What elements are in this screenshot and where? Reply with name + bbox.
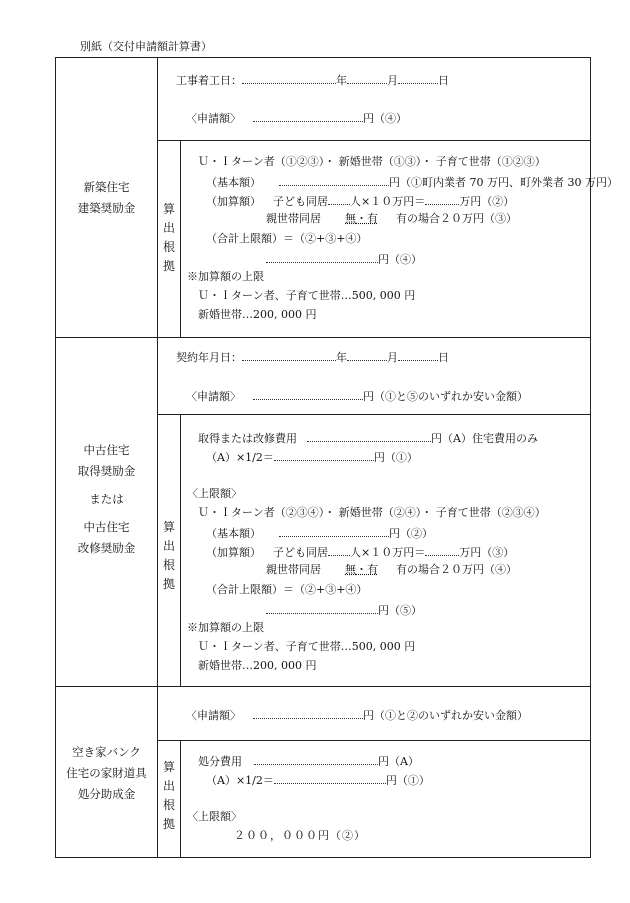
basis-vertical-label <box>162 200 176 276</box>
page-title: 別紙（交付申請額計算書） <box>80 40 212 53</box>
none-option[interactable]: 無 <box>345 563 356 576</box>
cost-field[interactable] <box>254 754 378 765</box>
subrow-divider-2 <box>157 414 591 415</box>
add-label: （加算額） <box>206 195 261 208</box>
vertical-char: 出 <box>162 221 175 235</box>
child-suffix: 万円（③） <box>459 546 515 559</box>
total-limit-line <box>266 252 422 265</box>
child-text: 子ども同居 <box>273 546 328 559</box>
section-label-line: 処分助成金 <box>77 787 136 801</box>
total-limit-label: （合計上限額）＝（②+③+④） <box>206 583 368 596</box>
total-limit-field[interactable] <box>266 252 378 263</box>
basis-vertical-label <box>162 758 176 834</box>
day-label: 日 <box>438 74 449 87</box>
base-amount-line <box>206 526 433 539</box>
cost-label: 取得または改修費用 <box>198 432 297 445</box>
section-label-line <box>56 482 157 489</box>
child-amount-field[interactable] <box>425 545 459 556</box>
apply-amount <box>186 389 528 402</box>
subrow-divider-1 <box>157 140 591 141</box>
label-column-divider <box>157 57 158 858</box>
vertical-char: 拠 <box>162 259 175 273</box>
half-label: （A）×1/2＝ <box>206 451 274 464</box>
cost-field[interactable] <box>307 431 431 442</box>
add-label: （加算額） <box>206 546 261 559</box>
vertical-char: 算 <box>162 760 175 774</box>
vertical-char: 拠 <box>162 577 175 591</box>
child-count-field[interactable] <box>328 545 350 556</box>
limit-value: ２００，０００円（②） <box>234 829 366 842</box>
parent-note: 有の場合２０万円（③） <box>396 212 517 225</box>
day-label: 日 <box>438 351 449 364</box>
month-label: 月 <box>387 74 398 87</box>
section-label-line: 改修奨励金 <box>77 541 136 555</box>
total-limit-field[interactable] <box>266 603 378 614</box>
cost-line <box>198 431 538 444</box>
subrow-divider-3 <box>157 740 591 741</box>
child-mult: 人×１０万円＝ <box>350 195 426 208</box>
section-label-line: 取得奨励金 <box>77 464 136 478</box>
vertical-char: 算 <box>162 520 175 534</box>
section-label-line: 中古住宅 <box>83 443 130 457</box>
limit-heading: 〈上限額〉 <box>187 487 242 500</box>
base-suffix: 円（①町内業者 70 万円、町外業者 30 万円） <box>389 176 618 189</box>
child-suffix: 万円（②） <box>459 195 515 208</box>
categories-line: Ｕ・Ｉターン者（①②③）・ 新婚世帯（①③）・ 子育て世帯（①②③） <box>198 155 546 168</box>
half-label: （A）×1/2＝ <box>206 774 274 787</box>
added-amount-line <box>206 194 514 207</box>
child-text: 子ども同居 <box>273 195 328 208</box>
apply-amount <box>186 111 407 124</box>
half-suffix: 円（①） <box>385 774 430 787</box>
categories-line: Ｕ・Ｉターン者（②③④）・ 新婚世帯（②④）・ 子育て世帯（②③④） <box>198 506 546 519</box>
year-label: 年 <box>336 351 347 364</box>
total-limit-line <box>266 603 422 616</box>
section-label-line: 新築住宅 <box>83 180 130 194</box>
half-field[interactable] <box>274 773 386 784</box>
section-label-line <box>56 510 157 517</box>
added-amount-line <box>206 545 514 558</box>
vertical-char: 出 <box>162 779 175 793</box>
child-count-field[interactable] <box>328 194 350 205</box>
table-border-top <box>55 57 591 58</box>
limit-heading: 〈上限額〉 <box>187 810 242 823</box>
parent-text: 親世帯同居 <box>266 563 321 576</box>
cost-label: 処分費用 <box>198 755 242 768</box>
apply-suffix: 円（④） <box>363 112 407 125</box>
basis-column-divider-1 <box>180 140 181 337</box>
day-field[interactable] <box>398 73 438 84</box>
yes-option[interactable]: ・有 <box>356 563 378 576</box>
vertical-char: 根 <box>162 798 175 812</box>
contract-date <box>176 350 449 363</box>
section-label-used-house <box>56 440 157 559</box>
month-field[interactable] <box>347 73 387 84</box>
section-label-line: 空き家バンク <box>72 745 141 759</box>
parent-text: 親世帯同居 <box>266 212 321 225</box>
apply-label: 〈申請額〉 <box>186 709 241 722</box>
limit-line-2: 新婚世帯…200, 000 円 <box>198 659 317 672</box>
base-amount-line <box>206 175 618 188</box>
section-divider-1 <box>55 337 591 338</box>
none-option[interactable]: 無 <box>345 212 356 225</box>
section-label-vacant-house <box>56 742 157 805</box>
total-limit-label: （合計上限額）＝（②+③+④） <box>206 232 368 245</box>
apply-amount-field[interactable] <box>253 708 363 719</box>
limit-title: ※加算額の上限 <box>187 621 264 634</box>
cost-suffix: 円（A）住宅費用のみ <box>431 432 538 445</box>
section-label-new-house <box>56 177 157 219</box>
limit-title: ※加算額の上限 <box>187 270 264 283</box>
half-field[interactable] <box>274 450 374 461</box>
parent-note: 有の場合２０万円（④） <box>396 563 517 576</box>
half-line <box>206 773 430 786</box>
date-label: 契約年月日： <box>176 351 242 364</box>
limit-line-1: Ｕ・Ｉターン者、子育て世帯…500, 000 円 <box>198 640 416 653</box>
section-label-line: 中古住宅 <box>83 520 130 534</box>
yes-option[interactable]: ・有 <box>356 212 378 225</box>
base-amount-field[interactable] <box>279 526 389 537</box>
section-label-line: 住宅の家財道具 <box>66 766 147 780</box>
vertical-char: 拠 <box>162 817 175 831</box>
apply-label: 〈申請額〉 <box>186 112 241 125</box>
limit-line-1: Ｕ・Ｉターン者、子育て世帯…500, 000 円 <box>198 289 416 302</box>
child-amount-field[interactable] <box>425 194 459 205</box>
construction-start-date <box>176 73 449 86</box>
vertical-char: 根 <box>162 558 175 572</box>
vertical-char: 出 <box>162 539 175 553</box>
apply-amount <box>186 708 528 721</box>
limit-line-2: 新婚世帯…200, 000 円 <box>198 308 317 321</box>
basis-vertical-label <box>162 518 176 594</box>
year-label: 年 <box>336 74 347 87</box>
base-label: （基本額） <box>206 176 261 189</box>
year-field[interactable] <box>242 73 336 84</box>
apply-suffix: 円（①と②のいずれか安い金額） <box>363 709 528 722</box>
disposal-cost-line <box>198 754 419 767</box>
section-divider-2 <box>55 686 591 687</box>
month-label: 月 <box>387 351 398 364</box>
section-label-line: 建築奨励金 <box>77 201 136 215</box>
apply-suffix: 円（①と⑤のいずれか安い金額） <box>363 390 528 403</box>
parent-household-line <box>266 564 517 575</box>
child-mult: 人×１０万円＝ <box>350 546 426 559</box>
base-label: （基本額） <box>206 527 261 540</box>
vertical-char: 根 <box>162 240 175 254</box>
day-field[interactable] <box>398 350 438 361</box>
vertical-char: 算 <box>162 202 175 216</box>
basis-column-divider-3 <box>180 740 181 857</box>
half-line <box>206 450 418 463</box>
basis-column-divider-2 <box>180 414 181 686</box>
base-suffix: 円（②） <box>389 527 433 540</box>
month-field[interactable] <box>347 350 387 361</box>
cost-suffix: 円（A） <box>378 755 419 768</box>
apply-label: 〈申請額〉 <box>186 390 241 403</box>
date-label: 工事着工日： <box>176 74 242 87</box>
total-suffix: 円（④） <box>378 253 422 266</box>
apply-amount-field[interactable] <box>253 389 363 400</box>
total-suffix: 円（⑤） <box>378 604 422 617</box>
table-border-bottom <box>55 857 591 858</box>
year-field[interactable] <box>242 350 336 361</box>
base-amount-field[interactable] <box>279 175 389 186</box>
apply-amount-field[interactable] <box>253 111 363 122</box>
half-suffix: 円（①） <box>373 451 418 464</box>
section-label-line: または <box>89 492 124 506</box>
parent-household-line <box>266 213 517 224</box>
